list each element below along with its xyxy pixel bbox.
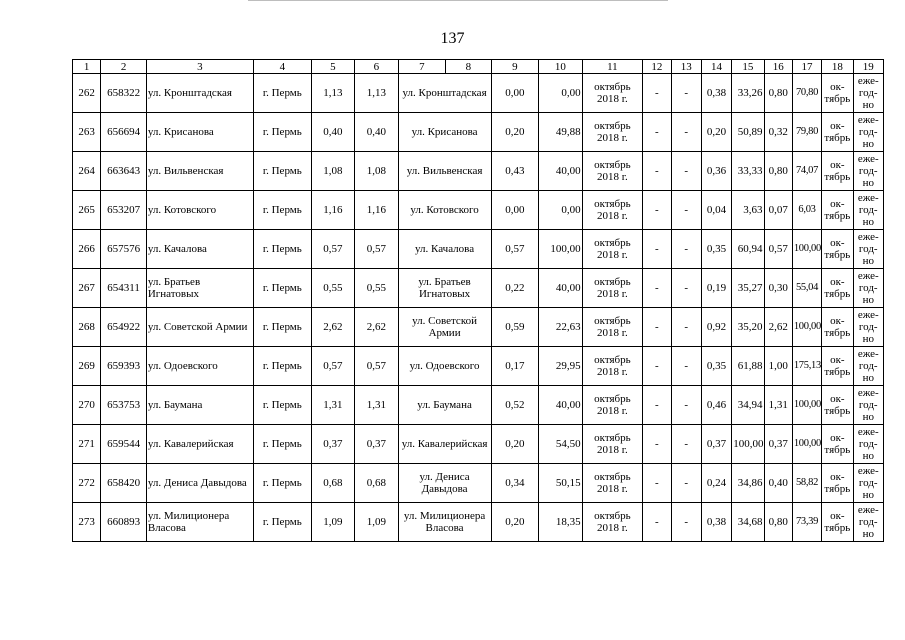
value-cell: 0,20 (701, 113, 731, 152)
value-cell: 0,34 (491, 464, 539, 503)
dash-cell: - (643, 191, 671, 230)
dash-cell: - (671, 503, 701, 542)
length-total-cell: 1,13 (355, 74, 398, 113)
table-row (73, 152, 884, 191)
frequency-cell: еже-год-но (853, 347, 883, 386)
table-body (73, 74, 884, 542)
city-cell: г. Пермь (254, 74, 312, 113)
length-cell: 1,09 (311, 503, 354, 542)
street-name-cell: ул. Дениса Давыдова (146, 464, 253, 503)
dash-cell: - (643, 74, 671, 113)
value-cell: 0,59 (491, 308, 539, 347)
city-cell: г. Пермь (254, 464, 312, 503)
length-cell: 1,08 (311, 152, 354, 191)
date-cell: октябрь 2018 г. (582, 503, 643, 542)
value-cell: 0,20 (491, 113, 539, 152)
dash-cell: - (671, 230, 701, 269)
dash-cell: - (643, 386, 671, 425)
length-cell: 2,62 (311, 308, 354, 347)
value-cell: 0,24 (701, 464, 731, 503)
column-header: 12 (643, 60, 671, 74)
length-cell: 0,57 (311, 347, 354, 386)
frequency-cell: еже-год-но (853, 464, 883, 503)
date-cell: октябрь 2018 г. (582, 347, 643, 386)
value-cell: 0,36 (701, 152, 731, 191)
date-cell: октябрь 2018 г. (582, 425, 643, 464)
frequency-cell: еже-год-но (853, 113, 883, 152)
code-cell: 659544 (101, 425, 147, 464)
dash-cell: - (643, 230, 671, 269)
street-name-cell: ул. Братьев Игнатовых (146, 269, 253, 308)
value-cell: 0,35 (701, 230, 731, 269)
column-header: 10 (539, 60, 582, 74)
percent-cell: 175,13 (792, 347, 821, 386)
value-cell: 0,07 (764, 191, 792, 230)
street-name-cell: ул. Одоевского (146, 347, 253, 386)
date-cell: октябрь 2018 г. (582, 308, 643, 347)
date-cell: октябрь 2018 г. (582, 113, 643, 152)
length-total-cell: 0,40 (355, 113, 398, 152)
row-number-cell: 270 (73, 386, 101, 425)
section-name-cell: ул. Дениса Давыдова (398, 464, 491, 503)
length-total-cell: 0,37 (355, 425, 398, 464)
length-cell: 1,31 (311, 386, 354, 425)
percent-cell: 79,80 (792, 113, 821, 152)
table-row (73, 425, 884, 464)
month-cell: ок-тябрь (822, 113, 853, 152)
length-total-cell: 0,68 (355, 464, 398, 503)
dash-cell: - (671, 113, 701, 152)
value-cell: 0,20 (491, 503, 539, 542)
street-name-cell: ул. Котовского (146, 191, 253, 230)
dash-cell: - (643, 464, 671, 503)
month-cell: ок-тябрь (822, 308, 853, 347)
percent-cell: 22,63 (539, 308, 582, 347)
code-cell: 660893 (101, 503, 147, 542)
city-cell: г. Пермь (254, 113, 312, 152)
date-cell: октябрь 2018 г. (582, 74, 643, 113)
percent-cell: 3,63 (732, 191, 764, 230)
code-cell: 659393 (101, 347, 147, 386)
frequency-cell: еже-год-но (853, 386, 883, 425)
percent-cell: 50,89 (732, 113, 764, 152)
value-cell: 0,80 (764, 152, 792, 191)
date-cell: октябрь 2018 г. (582, 386, 643, 425)
column-header: 19 (853, 60, 883, 74)
code-cell: 653207 (101, 191, 147, 230)
date-cell: октябрь 2018 г. (582, 464, 643, 503)
table-row (73, 464, 884, 503)
length-total-cell: 1,08 (355, 152, 398, 191)
value-cell: 0,52 (491, 386, 539, 425)
dash-cell: - (643, 347, 671, 386)
city-cell: г. Пермь (254, 503, 312, 542)
value-cell: 0,38 (701, 74, 731, 113)
city-cell: г. Пермь (254, 269, 312, 308)
value-cell: 0,43 (491, 152, 539, 191)
dash-cell: - (671, 308, 701, 347)
column-header: 18 (822, 60, 853, 74)
value-cell: 0,00 (491, 191, 539, 230)
percent-cell: 40,00 (539, 269, 582, 308)
value-cell: 0,04 (701, 191, 731, 230)
date-cell: октябрь 2018 г. (582, 269, 643, 308)
month-cell: ок-тябрь (822, 269, 853, 308)
frequency-cell: еже-год-но (853, 191, 883, 230)
date-cell: октябрь 2018 г. (582, 152, 643, 191)
percent-cell: 100,00 (539, 230, 582, 269)
value-cell: 1,00 (764, 347, 792, 386)
dash-cell: - (643, 152, 671, 191)
section-name-cell: ул. Котовского (398, 191, 491, 230)
column-header: 5 (311, 60, 354, 74)
section-name-cell: ул. Качалова (398, 230, 491, 269)
frequency-cell: еже-год-но (853, 74, 883, 113)
section-name-cell: ул. Кронштадская (398, 74, 491, 113)
value-cell: 0,57 (491, 230, 539, 269)
table-row (73, 113, 884, 152)
column-header: 16 (764, 60, 792, 74)
dash-cell: - (671, 269, 701, 308)
section-name-cell: ул. Крисанова (398, 113, 491, 152)
percent-cell: 34,94 (732, 386, 764, 425)
dash-cell: - (671, 347, 701, 386)
street-name-cell: ул. Милиционера Власова (146, 503, 253, 542)
row-number-cell: 273 (73, 503, 101, 542)
dash-cell: - (643, 269, 671, 308)
frequency-cell: еже-год-но (853, 425, 883, 464)
value-cell: 0,92 (701, 308, 731, 347)
dash-cell: - (643, 425, 671, 464)
table-row (73, 347, 884, 386)
date-cell: октябрь 2018 г. (582, 191, 643, 230)
percent-cell: 0,00 (539, 191, 582, 230)
frequency-cell: еже-год-но (853, 308, 883, 347)
month-cell: ок-тябрь (822, 386, 853, 425)
month-cell: ок-тябрь (822, 347, 853, 386)
frequency-cell: еже-год-но (853, 269, 883, 308)
table-row (73, 74, 884, 113)
row-number-cell: 262 (73, 74, 101, 113)
length-cell: 0,40 (311, 113, 354, 152)
percent-cell: 50,15 (539, 464, 582, 503)
percent-cell: 100,00 (792, 308, 821, 347)
street-name-cell: ул. Баумана (146, 386, 253, 425)
column-header: 17 (792, 60, 821, 74)
row-number-cell: 269 (73, 347, 101, 386)
value-cell: 0,38 (701, 503, 731, 542)
month-cell: ок-тябрь (822, 152, 853, 191)
percent-cell: 100,00 (792, 230, 821, 269)
city-cell: г. Пермь (254, 230, 312, 269)
length-total-cell: 0,57 (355, 347, 398, 386)
section-name-cell: ул. Одоевского (398, 347, 491, 386)
column-header: 7 (398, 60, 446, 74)
dash-cell: - (671, 152, 701, 191)
dash-cell: - (643, 308, 671, 347)
street-name-cell: ул. Качалова (146, 230, 253, 269)
frequency-cell: еже-год-но (853, 503, 883, 542)
row-number-cell: 268 (73, 308, 101, 347)
month-cell: ок-тябрь (822, 74, 853, 113)
code-cell: 658420 (101, 464, 147, 503)
value-cell: 0,32 (764, 113, 792, 152)
code-cell: 654922 (101, 308, 147, 347)
row-number-cell: 271 (73, 425, 101, 464)
column-header: 1 (73, 60, 101, 74)
city-cell: г. Пермь (254, 152, 312, 191)
code-cell: 654311 (101, 269, 147, 308)
column-header: 4 (254, 60, 312, 74)
street-name-cell: ул. Кронштадская (146, 74, 253, 113)
length-cell: 0,37 (311, 425, 354, 464)
value-cell: 0,00 (491, 74, 539, 113)
percent-cell: 49,88 (539, 113, 582, 152)
percent-cell: 18,35 (539, 503, 582, 542)
length-total-cell: 0,57 (355, 230, 398, 269)
dash-cell: - (671, 425, 701, 464)
dash-cell: - (643, 503, 671, 542)
percent-cell: 73,39 (792, 503, 821, 542)
code-cell: 656694 (101, 113, 147, 152)
percent-cell: 74,07 (792, 152, 821, 191)
percent-cell: 33,26 (732, 74, 764, 113)
value-cell: 0,35 (701, 347, 731, 386)
month-cell: ок-тябрь (822, 503, 853, 542)
length-cell: 1,13 (311, 74, 354, 113)
date-cell: октябрь 2018 г. (582, 230, 643, 269)
column-header: 13 (671, 60, 701, 74)
percent-cell: 35,20 (732, 308, 764, 347)
row-number-cell: 265 (73, 191, 101, 230)
percent-cell: 40,00 (539, 386, 582, 425)
value-cell: 0,17 (491, 347, 539, 386)
percent-cell: 6,03 (792, 191, 821, 230)
dash-cell: - (671, 386, 701, 425)
column-header: 9 (491, 60, 539, 74)
length-cell: 0,57 (311, 230, 354, 269)
street-name-cell: ул. Советской Армии (146, 308, 253, 347)
length-cell: 0,68 (311, 464, 354, 503)
percent-cell: 54,50 (539, 425, 582, 464)
length-total-cell: 1,31 (355, 386, 398, 425)
percent-cell: 35,27 (732, 269, 764, 308)
percent-cell: 100,00 (792, 425, 821, 464)
section-name-cell: ул. Вильвенская (398, 152, 491, 191)
column-header: 2 (101, 60, 147, 74)
table-row (73, 230, 884, 269)
section-name-cell: ул. Милиционера Власова (398, 503, 491, 542)
column-header: 8 (446, 60, 492, 74)
register-table (72, 59, 884, 542)
row-number-cell: 266 (73, 230, 101, 269)
length-total-cell: 2,62 (355, 308, 398, 347)
value-cell: 0,37 (701, 425, 731, 464)
column-header: 3 (146, 60, 253, 74)
value-cell: 0,30 (764, 269, 792, 308)
value-cell: 2,62 (764, 308, 792, 347)
percent-cell: 0,00 (539, 74, 582, 113)
percent-cell: 100,00 (792, 386, 821, 425)
top-rule (248, 0, 668, 1)
column-header: 14 (701, 60, 731, 74)
row-number-cell: 263 (73, 113, 101, 152)
header-row (73, 60, 884, 74)
street-name-cell: ул. Вильвенская (146, 152, 253, 191)
code-cell: 658322 (101, 74, 147, 113)
length-total-cell: 1,16 (355, 191, 398, 230)
table-row (73, 308, 884, 347)
section-name-cell: ул. Кавалерийская (398, 425, 491, 464)
street-name-cell: ул. Крисанова (146, 113, 253, 152)
length-cell: 0,55 (311, 269, 354, 308)
value-cell: 1,31 (764, 386, 792, 425)
frequency-cell: еже-год-но (853, 230, 883, 269)
percent-cell: 55,04 (792, 269, 821, 308)
table-row (73, 191, 884, 230)
value-cell: 0,80 (764, 503, 792, 542)
page-number: 137 (440, 30, 465, 47)
city-cell: г. Пермь (254, 386, 312, 425)
code-cell: 653753 (101, 386, 147, 425)
percent-cell: 34,86 (732, 464, 764, 503)
percent-cell: 100,00 (732, 425, 764, 464)
table-row (73, 386, 884, 425)
percent-cell: 40,00 (539, 152, 582, 191)
percent-cell: 61,88 (732, 347, 764, 386)
percent-cell: 29,95 (539, 347, 582, 386)
value-cell: 0,19 (701, 269, 731, 308)
value-cell: 0,40 (764, 464, 792, 503)
dash-cell: - (671, 464, 701, 503)
value-cell: 0,22 (491, 269, 539, 308)
section-name-cell: ул. Баумана (398, 386, 491, 425)
section-name-cell: ул. Советской Армии (398, 308, 491, 347)
city-cell: г. Пермь (254, 308, 312, 347)
row-number-cell: 264 (73, 152, 101, 191)
table-row (73, 269, 884, 308)
value-cell: 0,80 (764, 74, 792, 113)
table-row (73, 503, 884, 542)
dash-cell: - (643, 113, 671, 152)
value-cell: 0,37 (764, 425, 792, 464)
percent-cell: 60,94 (732, 230, 764, 269)
percent-cell: 58,82 (792, 464, 821, 503)
city-cell: г. Пермь (254, 191, 312, 230)
row-number-cell: 272 (73, 464, 101, 503)
city-cell: г. Пермь (254, 347, 312, 386)
month-cell: ок-тябрь (822, 191, 853, 230)
length-cell: 1,16 (311, 191, 354, 230)
percent-cell: 33,33 (732, 152, 764, 191)
column-header: 11 (582, 60, 643, 74)
column-header: 6 (355, 60, 398, 74)
value-cell: 0,57 (764, 230, 792, 269)
month-cell: ок-тябрь (822, 425, 853, 464)
code-cell: 663643 (101, 152, 147, 191)
dash-cell: - (671, 191, 701, 230)
dash-cell: - (671, 74, 701, 113)
month-cell: ок-тябрь (822, 230, 853, 269)
city-cell: г. Пермь (254, 425, 312, 464)
month-cell: ок-тябрь (822, 464, 853, 503)
value-cell: 0,20 (491, 425, 539, 464)
length-total-cell: 1,09 (355, 503, 398, 542)
street-name-cell: ул. Кавалерийская (146, 425, 253, 464)
length-total-cell: 0,55 (355, 269, 398, 308)
frequency-cell: еже-год-но (853, 152, 883, 191)
code-cell: 657576 (101, 230, 147, 269)
section-name-cell: ул. Братьев Игнатовых (398, 269, 491, 308)
row-number-cell: 267 (73, 269, 101, 308)
value-cell: 0,46 (701, 386, 731, 425)
column-header: 15 (732, 60, 764, 74)
percent-cell: 70,80 (792, 74, 821, 113)
percent-cell: 34,68 (732, 503, 764, 542)
